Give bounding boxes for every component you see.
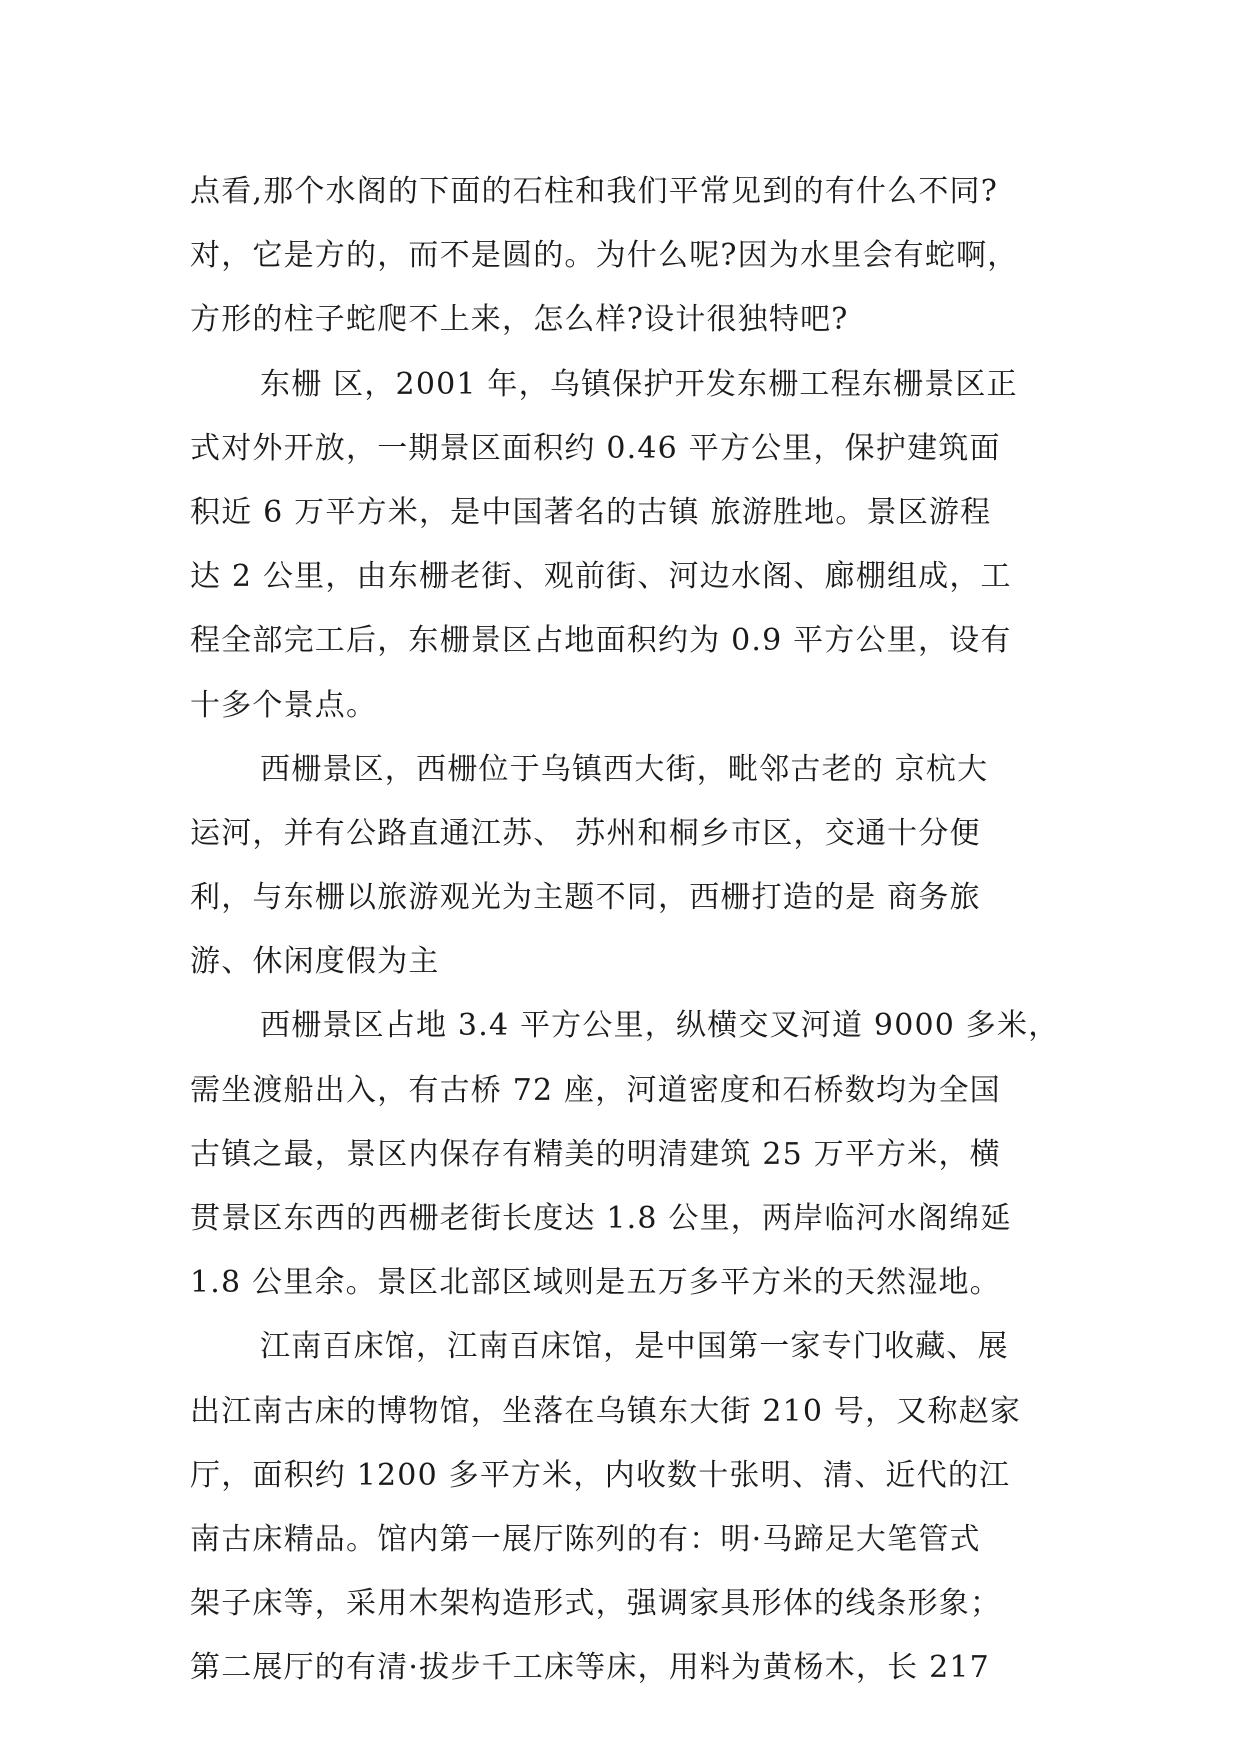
text-line-12: 利，与东栅以旅游观光为主题不同，西栅打造的是 商务旅 [190, 880, 981, 916]
text-line-6: 积近 6 万平方米，是中国著名的古镇 旅游胜地。景区游程 [190, 494, 992, 530]
text-line-16: 古镇之最，景区内保存有精美的明清建筑 25 万平方米，横 [190, 1136, 1001, 1172]
text-line-1: 点看,那个水阁的下面的石柱和我们平常见到的有什么不同? [190, 174, 999, 209]
text-line-2: 对，它是方的，而不是圆的。为什么呢?因为水里会有蛇啊， [190, 238, 1019, 274]
text-line-3: 方形的柱子蛇爬不上来，怎么样?设计很独特吧? [190, 302, 849, 338]
text-line-23: 架子床等，采用木架构造形式，强调家具形体的线条形象； [190, 1586, 1002, 1622]
text-line-17: 贯景区东西的西栅老街长度达 1.8 公里，两岸临河水阁绵延 [190, 1201, 1012, 1236]
text-line-19: 江南百床馆，江南百床馆，是中国第一家专门收藏、展 [260, 1329, 1009, 1365]
text-line-20: 出江南古床的博物馆，坐落在乌镇东大街 210 号，又称赵家 [190, 1393, 1022, 1429]
text-line-18: 1.8 公里余。景区北部区域则是五万多平方米的天然湿地。 [190, 1265, 1001, 1301]
text-line-14: 西栅景区占地 3.4 平方公里，纵横交叉河道 9000 多米， [260, 1008, 1060, 1044]
text-line-11: 运河，并有公路直通江苏、 苏州和桐乡市区，交通十分便 [190, 815, 981, 851]
text-line-22: 南古床精品。馆内第一展厅陈列的有：明·马蹄足大笔管式 [190, 1521, 981, 1557]
text-line-7: 达 2 公里，由东栅老街、观前街、河边水阁、廊棚组成，工 [190, 559, 1012, 595]
text-line-10: 西栅景区，西栅位于乌镇西大街，毗邻古老的 京杭大 [260, 751, 989, 787]
body-text [190, 160, 1070, 1701]
text-line-4: 东栅 区，2001 年，乌镇保护开发东栅工程东栅景区正 [260, 366, 1018, 402]
text-line-8: 程全部完工后，东栅景区占地面积约为 0.9 平方公里，设有 [190, 623, 1012, 659]
text-line-13: 游、休闲度假为主 [190, 944, 440, 980]
text-line-15: 需坐渡船出入，有古桥 72 座，河道密度和石桥数均为全国 [190, 1072, 1001, 1108]
text-line-9: 十多个景点。 [190, 687, 378, 723]
text-line-5: 式对外开放，一期景区面积约 0.46 平方公里，保护建筑面 [190, 430, 1001, 466]
text-line-21: 厅，面积约 1200 多平方米，内收数十张明、清、近代的江 [190, 1457, 1011, 1493]
text-line-24: 第二展厅的有清·拔步千工床等床，用料为黄杨木，长 217 [190, 1650, 990, 1686]
